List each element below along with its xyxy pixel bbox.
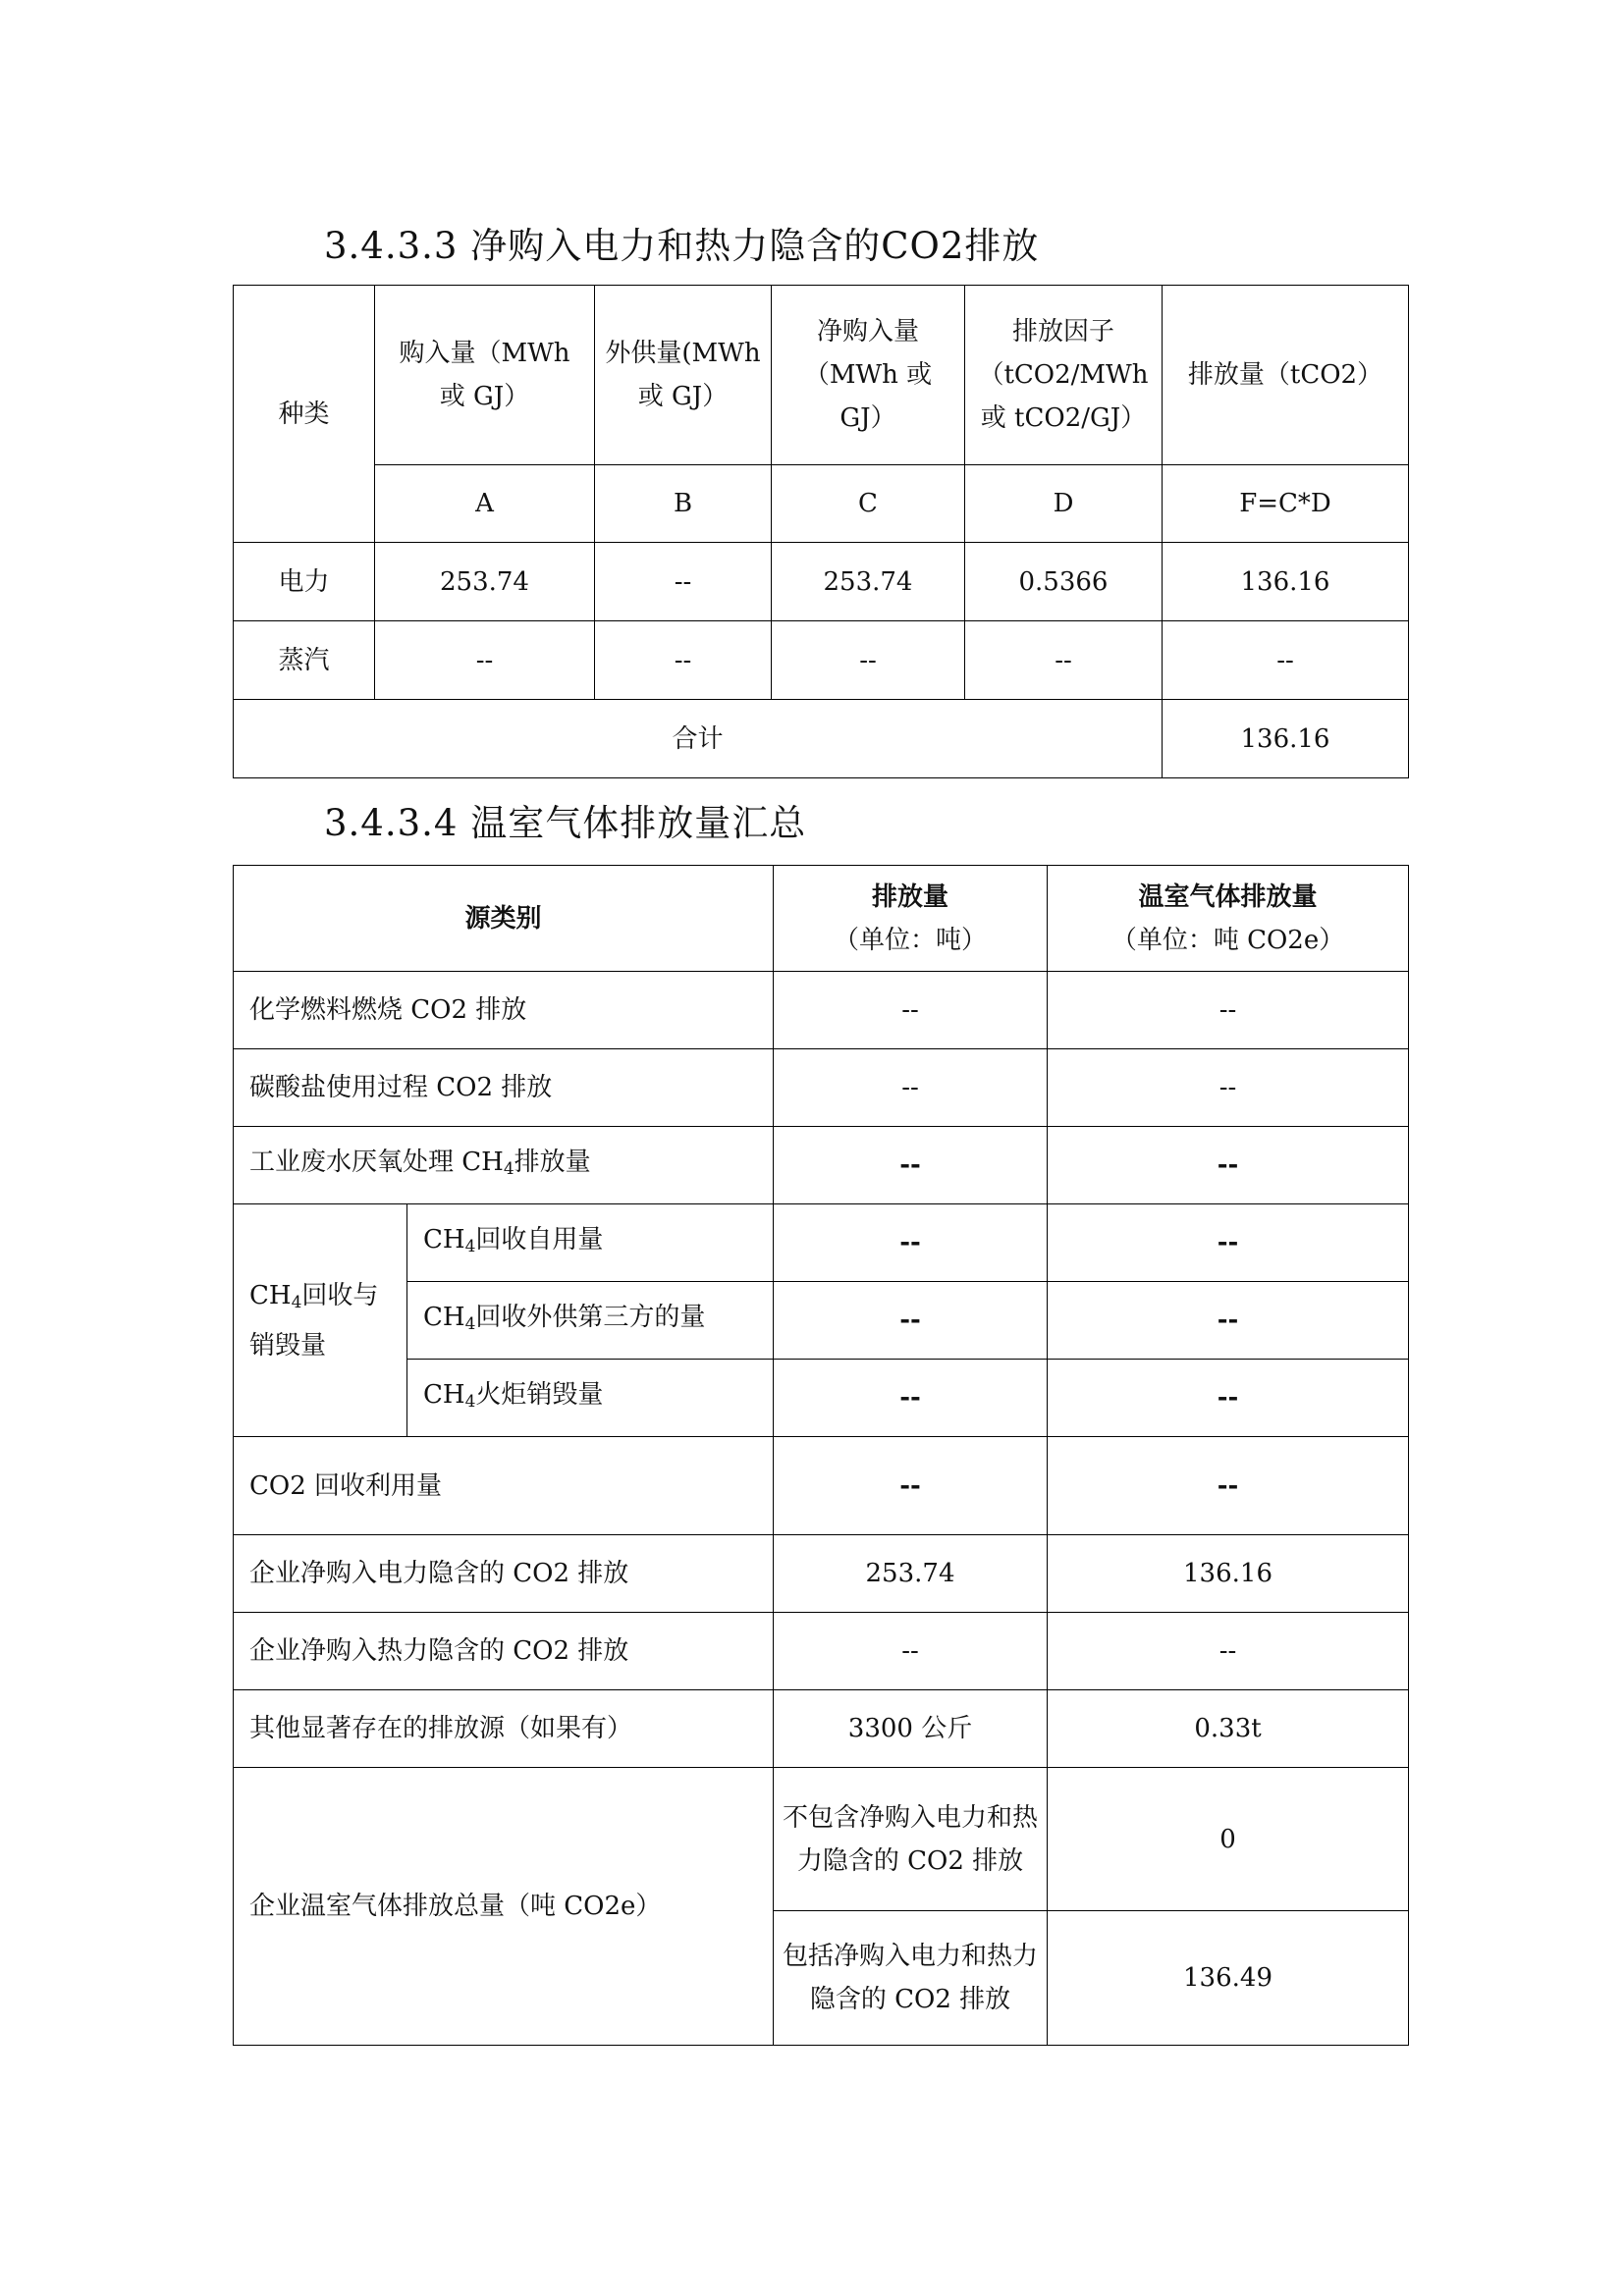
code-c: C — [772, 465, 965, 543]
cell-ghg: -- — [1048, 1437, 1409, 1535]
header-type: 种类 — [234, 286, 375, 543]
table-row-ch4-self-use — [234, 1204, 1409, 1282]
row-type: 蒸汽 — [234, 621, 375, 700]
header-ghg-unit: （单位：吨 CO2e） — [1110, 925, 1345, 955]
row-label: $CH_4$回收外供第三方的量 — [407, 1282, 774, 1360]
header-ghg — [1048, 866, 1409, 972]
cell-emission: -- — [774, 1360, 1048, 1437]
cell-ghg: -- — [1048, 1204, 1409, 1282]
row-label: 碳酸盐使用过程 CO2 排放 — [234, 1049, 774, 1127]
cell-ghg: -- — [1048, 972, 1409, 1049]
cell-emission: -- — [774, 1613, 1048, 1690]
row-label: 企业净购入电力隐含的 CO2 排放 — [234, 1535, 774, 1613]
cell-emission: 3300 公斤 — [774, 1690, 1048, 1768]
table-row-other-sources — [234, 1690, 1409, 1768]
header-supplied: 外供量(MWh 或 GJ） — [595, 286, 772, 465]
total-label: 合计 — [234, 700, 1163, 778]
cell-purchased: 253.74 — [375, 543, 595, 621]
cell-emission: -- — [774, 972, 1048, 1049]
header-purchased: 购入量（MWh 或 GJ） — [375, 286, 595, 465]
row-label: 工业废水厌氧处理 $CH_4$排放量 — [234, 1127, 774, 1204]
cell-emission: -- — [774, 1282, 1048, 1360]
header-emission: 排放量（tCO2） — [1163, 286, 1409, 465]
header-source-category: 源类别 — [234, 866, 774, 972]
section-heading-3-4-3-4: 3.4.3.4 温室气体排放量汇总 — [324, 802, 807, 844]
cell-ghg: -- — [1048, 1049, 1409, 1127]
cell-emission: 253.74 — [774, 1535, 1048, 1613]
cell-ghg: -- — [1048, 1360, 1409, 1437]
header-emission-factor: 排放因子（tCO2/MWh 或 tCO2/GJ） — [965, 286, 1163, 465]
cell-factor: 0.5366 — [965, 543, 1163, 621]
table-row-ch4-third-party — [234, 1282, 1409, 1360]
cell-factor: -- — [965, 621, 1163, 700]
cell-emission: -- — [774, 1049, 1048, 1127]
row-label: $CH_4$火炬销毁量 — [407, 1360, 774, 1437]
cell-purchased: -- — [375, 621, 595, 700]
total-label: 企业温室气体排放总量（吨 CO2e） — [234, 1768, 774, 2046]
row-label: 企业净购入热力隐含的 CO2 排放 — [234, 1613, 774, 1690]
cell-emission: -- — [1163, 621, 1409, 700]
header-emission-unit: （单位：吨） — [834, 925, 988, 955]
table-row-carbonate — [234, 1049, 1409, 1127]
cell-ghg: -- — [1048, 1127, 1409, 1204]
cell-ghg: -- — [1048, 1282, 1409, 1360]
header-ghg-label: 温室气体排放量 — [1138, 881, 1318, 912]
cell-net: 253.74 — [772, 543, 965, 621]
row-type: 电力 — [234, 543, 375, 621]
table-row-electricity — [234, 543, 1409, 621]
ghg-summary-table — [233, 865, 1409, 2046]
cell-including-label: 包括净购入电力和热力隐含的 CO2 排放 — [774, 1911, 1048, 2046]
row-label: 化学燃料燃烧 CO2 排放 — [234, 972, 774, 1049]
row-label: 其他显著存在的排放源（如果有） — [234, 1690, 774, 1768]
code-a: A — [375, 465, 595, 543]
table-row-wastewater — [234, 1127, 1409, 1204]
table-row-fossil-fuel — [234, 972, 1409, 1049]
cell-emission: 136.16 — [1163, 543, 1409, 621]
cell-including-value: 136.49 — [1048, 1911, 1409, 2046]
code-f: F=C*D — [1163, 465, 1409, 543]
cell-ghg: 0.33t — [1048, 1690, 1409, 1768]
cell-excluding-value: 0 — [1048, 1768, 1409, 1911]
row-label: CO2 回收利用量 — [234, 1437, 774, 1535]
table-row-co2-recovery — [234, 1437, 1409, 1535]
total-value: 136.16 — [1163, 700, 1409, 778]
row-label: $CH_4$回收自用量 — [407, 1204, 774, 1282]
cell-net: -- — [772, 621, 965, 700]
table-row-steam — [234, 621, 1409, 700]
section-heading-3-4-3-3: 3.4.3.3 净购入电力和热力隐含的CO2排放 — [324, 225, 1040, 267]
table-row-ch4-flare — [234, 1360, 1409, 1437]
table-row-net-power — [234, 1535, 1409, 1613]
table-row-total — [234, 700, 1409, 778]
table-row-net-heat — [234, 1613, 1409, 1690]
code-b: B — [595, 465, 772, 543]
table-row-total-excluding — [234, 1768, 1409, 1911]
cell-emission: -- — [774, 1127, 1048, 1204]
header-emission-label: 排放量 — [872, 881, 949, 912]
cell-emission: -- — [774, 1204, 1048, 1282]
cell-supplied: -- — [595, 621, 772, 700]
header-emission — [774, 866, 1048, 972]
cell-excluding-label: 不包含净购入电力和热力隐含的 CO2 排放 — [774, 1768, 1048, 1911]
net-purchase-emission-table — [233, 285, 1409, 778]
cell-ghg: 136.16 — [1048, 1535, 1409, 1613]
header-net-purchase: 净购入量（MWh 或 GJ） — [772, 286, 965, 465]
ch4-group-label: $CH_4$回收与销毁量 — [234, 1204, 407, 1437]
cell-ghg: -- — [1048, 1613, 1409, 1690]
cell-supplied: -- — [595, 543, 772, 621]
cell-emission: -- — [774, 1437, 1048, 1535]
code-d: D — [965, 465, 1163, 543]
